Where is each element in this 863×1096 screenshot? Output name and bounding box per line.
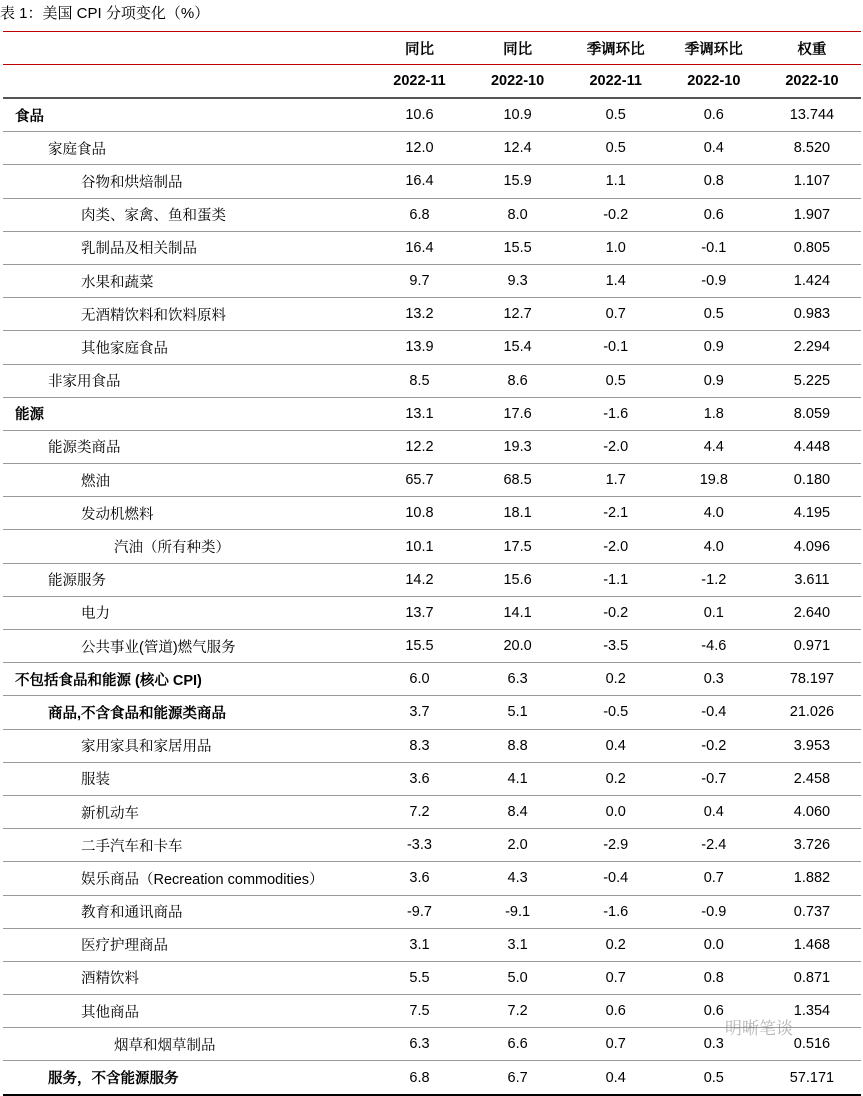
value-cell: 78.197 <box>763 663 861 696</box>
value-cell: 5.225 <box>763 364 861 397</box>
table-row <box>3 464 861 497</box>
header-cell: 同比 <box>370 32 468 65</box>
row-label: 商品,不含食品和能源类商品 <box>3 696 370 729</box>
watermark: 明晰笔谈 <box>725 1019 793 1038</box>
value-cell: -2.0 <box>567 530 665 563</box>
header-row-period <box>3 65 861 99</box>
table-body <box>3 98 861 1095</box>
value-cell: 3.1 <box>370 928 468 961</box>
value-cell: -0.2 <box>665 729 763 762</box>
value-cell: 4.0 <box>665 497 763 530</box>
value-cell: 4.3 <box>469 862 567 895</box>
value-cell: 1.354 <box>763 995 861 1028</box>
value-cell: 8.8 <box>469 729 567 762</box>
value-cell: 8.3 <box>370 729 468 762</box>
value-cell: 0.8 <box>665 165 763 198</box>
header-cell: 2022-11 <box>567 65 665 99</box>
value-cell: -0.7 <box>665 762 763 795</box>
value-cell: -1.2 <box>665 563 763 596</box>
value-cell: 6.7 <box>469 1061 567 1095</box>
value-cell: 2.294 <box>763 331 861 364</box>
value-cell: -0.1 <box>567 331 665 364</box>
row-label: 家用家具和家居用品 <box>3 729 370 762</box>
value-cell: 0.6 <box>567 995 665 1028</box>
value-cell: 15.5 <box>469 231 567 264</box>
value-cell: 3.6 <box>370 762 468 795</box>
value-cell: 20.0 <box>469 630 567 663</box>
header-cell: 2022-10 <box>665 65 763 99</box>
table-row <box>3 331 861 364</box>
value-cell: 7.2 <box>370 795 468 828</box>
value-cell: 13.9 <box>370 331 468 364</box>
table-row <box>3 762 861 795</box>
value-cell: 2.0 <box>469 829 567 862</box>
value-cell: 0.983 <box>763 298 861 331</box>
value-cell: 0.4 <box>665 132 763 165</box>
table-row <box>3 98 861 132</box>
value-cell: 0.4 <box>665 795 763 828</box>
header-blank <box>3 32 370 65</box>
value-cell: 16.4 <box>370 231 468 264</box>
value-cell: -0.5 <box>567 696 665 729</box>
value-cell: 15.4 <box>469 331 567 364</box>
value-cell: 10.6 <box>370 98 468 132</box>
value-cell: 0.7 <box>567 298 665 331</box>
value-cell: 0.7 <box>665 862 763 895</box>
table-row <box>3 961 861 994</box>
value-cell: 12.2 <box>370 430 468 463</box>
value-cell: 8.4 <box>469 795 567 828</box>
value-cell: 13.2 <box>370 298 468 331</box>
value-cell: 3.6 <box>370 862 468 895</box>
table-row <box>3 729 861 762</box>
table-row <box>3 596 861 629</box>
table-row <box>3 364 861 397</box>
table-row <box>3 497 861 530</box>
value-cell: 1.882 <box>763 862 861 895</box>
value-cell: 0.2 <box>567 762 665 795</box>
value-cell: 16.4 <box>370 165 468 198</box>
row-label: 烟草和烟草制品 <box>3 1028 370 1061</box>
value-cell: 1.424 <box>763 264 861 297</box>
header-blank <box>3 65 370 99</box>
value-cell: -2.1 <box>567 497 665 530</box>
table-row <box>3 829 861 862</box>
value-cell: 0.5 <box>567 132 665 165</box>
row-label: 能源 <box>3 397 370 430</box>
value-cell: 0.3 <box>665 663 763 696</box>
value-cell: 57.171 <box>763 1061 861 1095</box>
table-row <box>3 198 861 231</box>
value-cell: 17.5 <box>469 530 567 563</box>
table-row <box>3 132 861 165</box>
row-label: 新机动车 <box>3 795 370 828</box>
value-cell: 0.9 <box>665 331 763 364</box>
row-label: 娱乐商品（Recreation commodities） <box>3 862 370 895</box>
value-cell: -0.9 <box>665 895 763 928</box>
header-cell: 2022-10 <box>469 65 567 99</box>
table-row <box>3 795 861 828</box>
value-cell: 8.059 <box>763 397 861 430</box>
value-cell: -0.2 <box>567 198 665 231</box>
value-cell: 0.5 <box>665 1061 763 1095</box>
value-cell: 18.1 <box>469 497 567 530</box>
value-cell: 1.8 <box>665 397 763 430</box>
row-label: 二手汽车和卡车 <box>3 829 370 862</box>
value-cell: 12.0 <box>370 132 468 165</box>
value-cell: 6.8 <box>370 198 468 231</box>
value-cell: 0.8 <box>665 961 763 994</box>
value-cell: 1.7 <box>567 464 665 497</box>
table-row <box>3 696 861 729</box>
row-label: 汽油（所有种类） <box>3 530 370 563</box>
value-cell: 8.6 <box>469 364 567 397</box>
value-cell: 0.6 <box>665 995 763 1028</box>
value-cell: -0.2 <box>567 596 665 629</box>
value-cell: 3.7 <box>370 696 468 729</box>
value-cell: 3.953 <box>763 729 861 762</box>
table-row <box>3 928 861 961</box>
value-cell: 6.6 <box>469 1028 567 1061</box>
value-cell: 0.180 <box>763 464 861 497</box>
row-label: 电力 <box>3 596 370 629</box>
value-cell: 0.0 <box>665 928 763 961</box>
row-label: 其他家庭食品 <box>3 331 370 364</box>
header-cell: 季调环比 <box>567 32 665 65</box>
value-cell: 65.7 <box>370 464 468 497</box>
header-cell: 权重 <box>763 32 861 65</box>
row-label: 其他商品 <box>3 995 370 1028</box>
value-cell: 15.9 <box>469 165 567 198</box>
value-cell: -9.7 <box>370 895 468 928</box>
value-cell: 4.195 <box>763 497 861 530</box>
value-cell: 0.516 <box>763 1028 861 1061</box>
table-row <box>3 563 861 596</box>
value-cell: 0.5 <box>567 98 665 132</box>
table-row <box>3 895 861 928</box>
value-cell: 10.9 <box>469 98 567 132</box>
value-cell: 0.5 <box>665 298 763 331</box>
value-cell: 6.8 <box>370 1061 468 1095</box>
row-label: 医疗护理商品 <box>3 928 370 961</box>
table-row <box>3 530 861 563</box>
table-row <box>3 663 861 696</box>
header-cell: 同比 <box>469 32 567 65</box>
value-cell: 7.5 <box>370 995 468 1028</box>
value-cell: 3.1 <box>469 928 567 961</box>
value-cell: 5.0 <box>469 961 567 994</box>
value-cell: 0.2 <box>567 663 665 696</box>
row-label: 教育和通讯商品 <box>3 895 370 928</box>
value-cell: 13.1 <box>370 397 468 430</box>
value-cell: 12.7 <box>469 298 567 331</box>
value-cell: 0.737 <box>763 895 861 928</box>
value-cell: -2.9 <box>567 829 665 862</box>
value-cell: -4.6 <box>665 630 763 663</box>
value-cell: 1.907 <box>763 198 861 231</box>
value-cell: 0.4 <box>567 729 665 762</box>
header-row-metric <box>3 32 861 65</box>
row-label: 肉类、家禽、鱼和蛋类 <box>3 198 370 231</box>
table-row <box>3 264 861 297</box>
value-cell: 14.2 <box>370 563 468 596</box>
value-cell: 19.3 <box>469 430 567 463</box>
value-cell: 15.6 <box>469 563 567 596</box>
value-cell: -2.0 <box>567 430 665 463</box>
value-cell: 68.5 <box>469 464 567 497</box>
value-cell: 8.5 <box>370 364 468 397</box>
value-cell: 10.8 <box>370 497 468 530</box>
value-cell: 12.4 <box>469 132 567 165</box>
value-cell: 1.1 <box>567 165 665 198</box>
value-cell: 3.726 <box>763 829 861 862</box>
table-row <box>3 231 861 264</box>
value-cell: 6.3 <box>370 1028 468 1061</box>
value-cell: 4.060 <box>763 795 861 828</box>
table-row <box>3 397 861 430</box>
value-cell: 0.0 <box>567 795 665 828</box>
value-cell: 10.1 <box>370 530 468 563</box>
row-label: 谷物和烘焙制品 <box>3 165 370 198</box>
value-cell: 4.448 <box>763 430 861 463</box>
row-label: 非家用食品 <box>3 364 370 397</box>
value-cell: 21.026 <box>763 696 861 729</box>
table-title: 表 1：美国 CPI 分项变化（%） <box>0 5 210 22</box>
value-cell: 3.611 <box>763 563 861 596</box>
value-cell: 4.096 <box>763 530 861 563</box>
value-cell: 1.468 <box>763 928 861 961</box>
value-cell: 5.1 <box>469 696 567 729</box>
value-cell: -2.4 <box>665 829 763 862</box>
value-cell: 0.971 <box>763 630 861 663</box>
row-label: 发动机燃料 <box>3 497 370 530</box>
value-cell: -9.1 <box>469 895 567 928</box>
value-cell: 1.0 <box>567 231 665 264</box>
row-label: 能源服务 <box>3 563 370 596</box>
row-label: 不包括食品和能源 (核心 CPI) <box>3 663 370 696</box>
value-cell: -1.6 <box>567 895 665 928</box>
value-cell: 4.0 <box>665 530 763 563</box>
row-label: 乳制品及相关制品 <box>3 231 370 264</box>
value-cell: 14.1 <box>469 596 567 629</box>
table-row <box>3 862 861 895</box>
value-cell: 6.3 <box>469 663 567 696</box>
value-cell: 15.5 <box>370 630 468 663</box>
value-cell: 0.6 <box>665 198 763 231</box>
value-cell: 13.7 <box>370 596 468 629</box>
row-label: 能源类商品 <box>3 430 370 463</box>
value-cell: -0.4 <box>567 862 665 895</box>
value-cell: 19.8 <box>665 464 763 497</box>
value-cell: 8.0 <box>469 198 567 231</box>
value-cell: 17.6 <box>469 397 567 430</box>
value-cell: -0.9 <box>665 264 763 297</box>
value-cell: -3.5 <box>567 630 665 663</box>
table-row <box>3 630 861 663</box>
table-row <box>3 165 861 198</box>
value-cell: 13.744 <box>763 98 861 132</box>
value-cell: 9.7 <box>370 264 468 297</box>
row-label: 服务，不含能源服务 <box>3 1061 370 1095</box>
table-row <box>3 430 861 463</box>
value-cell: -1.6 <box>567 397 665 430</box>
table-row <box>3 1028 861 1061</box>
table-row <box>3 995 861 1028</box>
value-cell: 0.9 <box>665 364 763 397</box>
value-cell: 8.520 <box>763 132 861 165</box>
value-cell: 0.3 <box>665 1028 763 1061</box>
row-label: 公共事业(管道)燃气服务 <box>3 630 370 663</box>
value-cell: 0.805 <box>763 231 861 264</box>
value-cell: 5.5 <box>370 961 468 994</box>
header-cell: 季调环比 <box>665 32 763 65</box>
value-cell: 6.0 <box>370 663 468 696</box>
value-cell: 2.640 <box>763 596 861 629</box>
table-row <box>3 298 861 331</box>
value-cell: 0.7 <box>567 961 665 994</box>
row-label: 燃油 <box>3 464 370 497</box>
value-cell: 9.3 <box>469 264 567 297</box>
value-cell: 0.1 <box>665 596 763 629</box>
row-label: 食品 <box>3 98 370 132</box>
value-cell: -1.1 <box>567 563 665 596</box>
value-cell: 4.1 <box>469 762 567 795</box>
cpi-table <box>3 31 861 1096</box>
value-cell: -0.1 <box>665 231 763 264</box>
value-cell: 0.871 <box>763 961 861 994</box>
value-cell: 0.4 <box>567 1061 665 1095</box>
value-cell: -0.4 <box>665 696 763 729</box>
value-cell: 0.2 <box>567 928 665 961</box>
header-cell: 2022-11 <box>370 65 468 99</box>
value-cell: 0.6 <box>665 98 763 132</box>
value-cell: 1.107 <box>763 165 861 198</box>
value-cell: 1.4 <box>567 264 665 297</box>
row-label: 服装 <box>3 762 370 795</box>
value-cell: 7.2 <box>469 995 567 1028</box>
header-cell: 2022-10 <box>763 65 861 99</box>
row-label: 无酒精饮料和饮料原料 <box>3 298 370 331</box>
value-cell: 0.5 <box>567 364 665 397</box>
row-label: 酒精饮料 <box>3 961 370 994</box>
value-cell: 0.7 <box>567 1028 665 1061</box>
row-label: 家庭食品 <box>3 132 370 165</box>
value-cell: 2.458 <box>763 762 861 795</box>
value-cell: -3.3 <box>370 829 468 862</box>
row-label: 水果和蔬菜 <box>3 264 370 297</box>
value-cell: 4.4 <box>665 430 763 463</box>
